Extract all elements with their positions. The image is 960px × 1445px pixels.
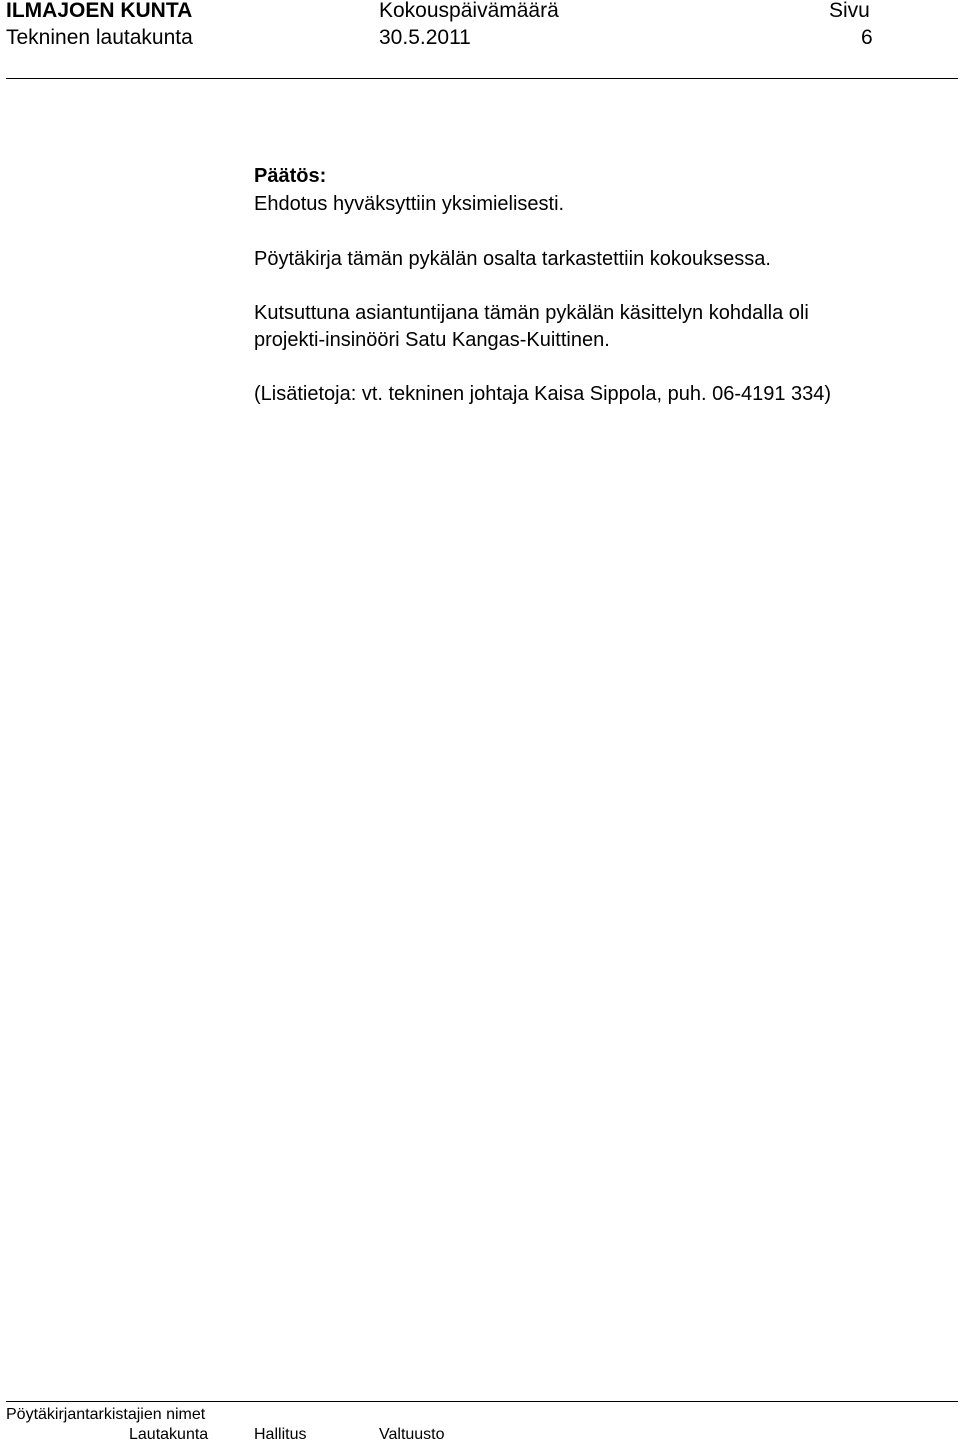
expert-paragraph-line2: projekti-insinööri Satu Kangas-Kuittinen. [254, 329, 610, 351]
board-name: Tekninen lautakunta [6, 26, 193, 49]
page-number: 6 [861, 26, 873, 49]
footer-col-board: Lautakunta [129, 1426, 209, 1443]
decision-heading: Päätös: [254, 165, 327, 187]
page-label: Sivu [829, 0, 870, 22]
org-name: ILMAJOEN KUNTA [6, 0, 193, 22]
expert-paragraph-line1: Kutsuttuna asiantuntijana tämän pykälän käsittelyn kohdalla oli [254, 302, 809, 324]
minutes-paragraph: Pöytäkirja tämän pykälän osalta tarkastettiin kokouksessa. [254, 248, 771, 270]
reviewers-label: Pöytäkirjantarkistajien nimet [6, 1406, 206, 1423]
date-label: Kokouspäivämäärä [379, 0, 559, 22]
header-rule [6, 78, 958, 79]
meeting-date: 30.5.2011 [379, 26, 471, 49]
footer-rule [6, 1401, 958, 1402]
footer-col-government: Hallitus [254, 1426, 307, 1443]
footer-col-council: Valtuusto [379, 1426, 445, 1443]
info-line: (Lisätietoja: vt. tekninen johtaja Kaisa Sippola, puh. 06-4191 334) [254, 383, 832, 405]
decision-text: Ehdotus hyväksyttiin yksimielisesti. [254, 193, 565, 215]
